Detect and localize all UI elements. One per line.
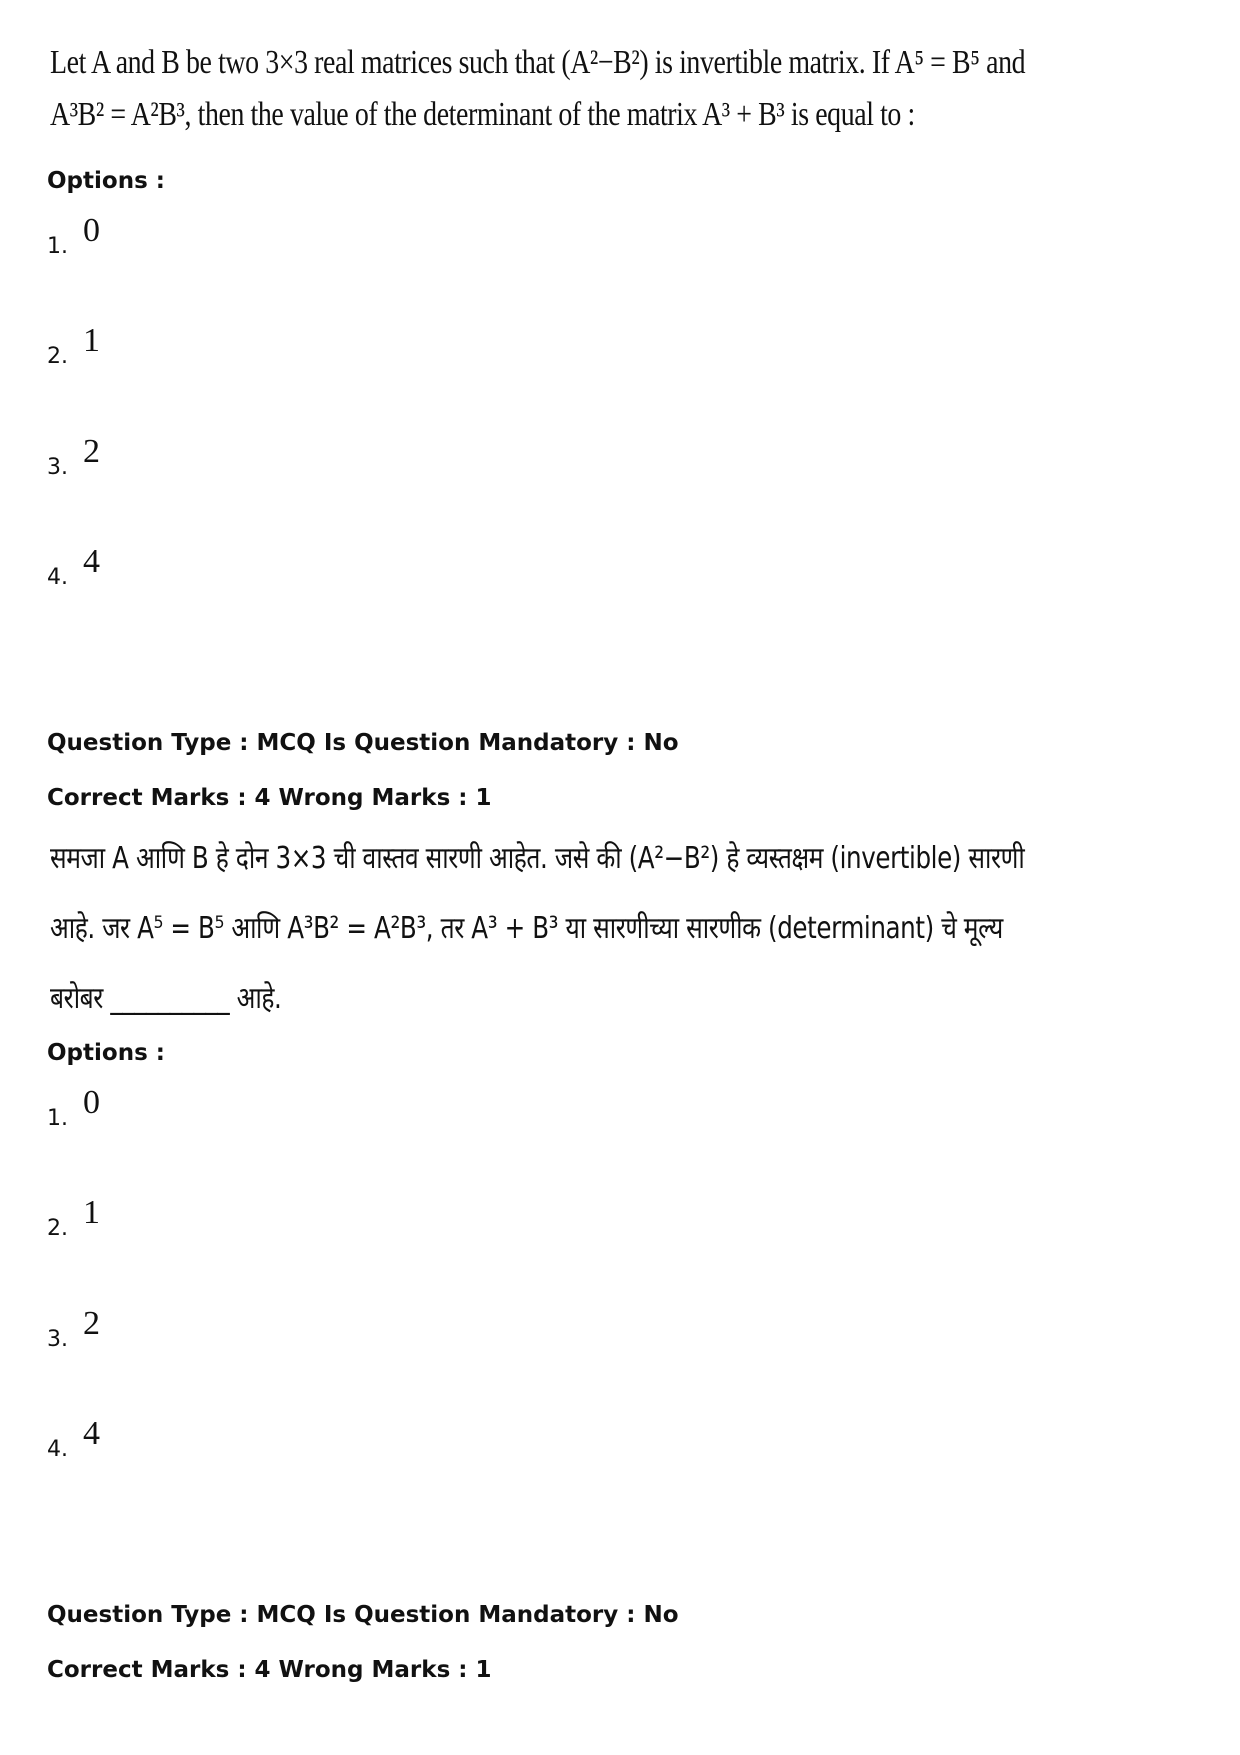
option-number: 4. bbox=[47, 1437, 68, 1462]
question-2-line-2: आहे. जर A⁵ = B⁵ आणि A³B² = A²B³, तर A³ + B³ या सारणीच्या सारणीक (determinant) चे मूल्य bbox=[50, 911, 1003, 946]
question-type-line-2: Question Type : MCQ Is Question Mandatory : No bbox=[47, 1602, 679, 1628]
option-value: 1 bbox=[83, 1194, 100, 1231]
option-value: 0 bbox=[83, 212, 100, 249]
question-2-line-1: समजा A आणि B हे दोन 3×3 ची वास्तव सारणी आहेत. जसे की (A²−B²) हे व्यस्तक्षम (invertible) सारणी bbox=[50, 841, 1025, 876]
option-number: 3. bbox=[47, 1327, 68, 1352]
marks-line-2: Correct Marks : 4 Wrong Marks : 1 bbox=[47, 1657, 492, 1683]
question-1-line-1: Let A and B be two 3×3 real matrices such that (A²−B²) is invertible matrix. If A⁵ = B⁵ and bbox=[50, 44, 1026, 81]
option-value: 2 bbox=[83, 433, 100, 470]
option-number: 4. bbox=[47, 565, 68, 590]
option-number: 1. bbox=[47, 234, 68, 259]
question-type-line-1: Question Type : MCQ Is Question Mandatory : No bbox=[47, 730, 679, 756]
option-value: 1 bbox=[83, 322, 100, 359]
question-1-line-2: A³B² = A²B³, then the value of the determinant of the matrix A³ + B³ is equal to : bbox=[50, 96, 915, 133]
option-number: 3. bbox=[47, 455, 68, 480]
option-value: 2 bbox=[83, 1305, 100, 1342]
options-label-2: Options : bbox=[47, 1040, 165, 1066]
option-value: 0 bbox=[83, 1084, 100, 1121]
option-number: 2. bbox=[47, 344, 68, 369]
question-2-line-3: बरोबर __________ आहे. bbox=[50, 981, 282, 1016]
option-value: 4 bbox=[83, 543, 100, 580]
option-number: 1. bbox=[47, 1106, 68, 1131]
option-value: 4 bbox=[83, 1415, 100, 1452]
option-number: 2. bbox=[47, 1216, 68, 1241]
options-label-1: Options : bbox=[47, 168, 165, 194]
marks-line-1: Correct Marks : 4 Wrong Marks : 1 bbox=[47, 785, 492, 811]
